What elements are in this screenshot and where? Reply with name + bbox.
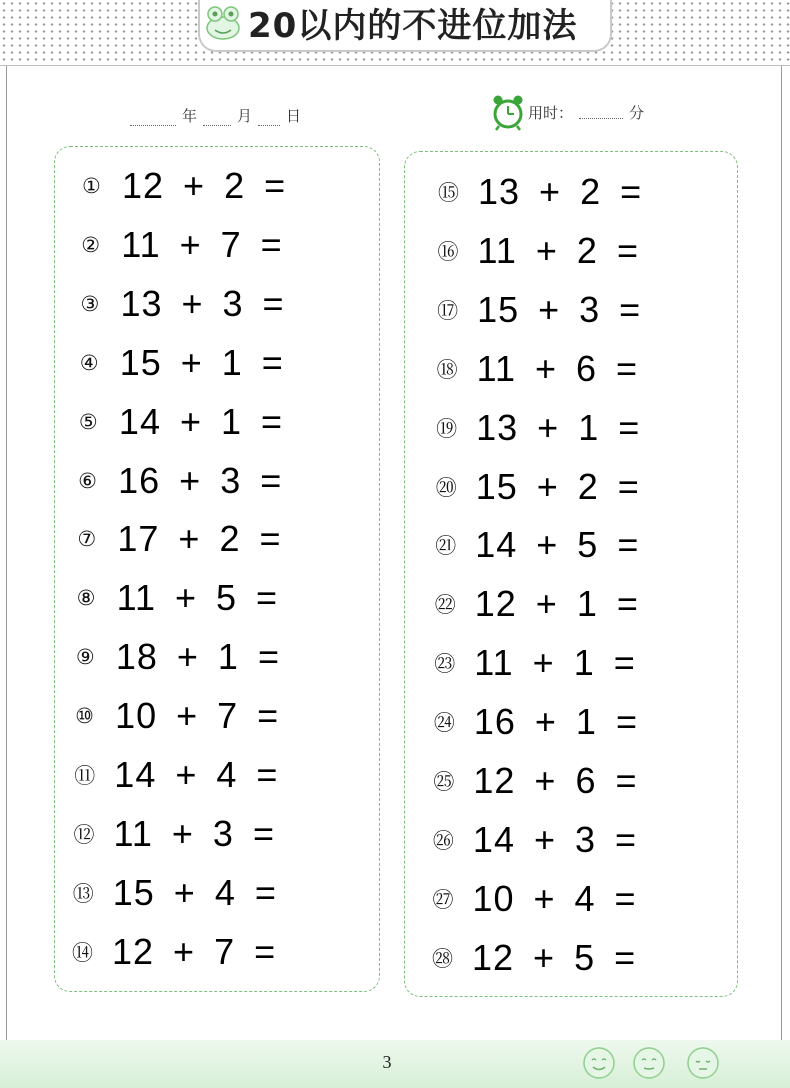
problem-row — [434, 641, 635, 685]
problem-row — [435, 523, 639, 567]
problem-expression: 13 + 3 = — [120, 282, 285, 324]
problem-expression: 18 + 1 = — [115, 636, 280, 678]
problem-number: ⑧ — [76, 586, 96, 611]
problem-expression: 15 + 4 = — [112, 871, 277, 913]
problem-number: ⑫ — [73, 822, 95, 847]
problem-expression: 12 + 6 = — [473, 760, 638, 801]
problem-number: ㉘ — [432, 946, 453, 971]
page-number: 3 — [382, 1052, 392, 1072]
problem-number: ㉕ — [433, 770, 455, 794]
problem-number: ⑱ — [436, 357, 458, 382]
problem-row — [434, 700, 638, 744]
problem-expression: 13 + 2 = — [478, 171, 643, 212]
problem-row — [73, 871, 277, 915]
problem-number: ⑪ — [74, 764, 96, 788]
frame-line-right — [781, 66, 782, 1046]
day-blank[interactable] — [258, 110, 280, 126]
problem-expression: 11 + 2 = — [477, 229, 639, 271]
problem-number: ⑨ — [75, 645, 95, 670]
time-unit: 分 — [629, 104, 645, 122]
problem-number: ③ — [80, 291, 100, 316]
problem-expression: 12 + 2 = — [122, 165, 287, 206]
alarm-clock-icon — [490, 93, 526, 131]
problem-row — [80, 341, 284, 385]
problem-number: ⑤ — [78, 409, 98, 434]
problem-expression: 16 + 1 = — [473, 701, 638, 743]
problem-expression: 10 + 7 = — [115, 695, 280, 737]
problem-row — [436, 406, 640, 450]
problem-row — [75, 694, 279, 738]
month-label: 月 — [237, 108, 253, 125]
time-label: 用时： — [528, 104, 574, 122]
problem-expression: 11 + 7 = — [121, 223, 283, 265]
problem-number: ㉗ — [432, 887, 454, 912]
problem-row — [72, 930, 276, 974]
problem-number: ⑬ — [72, 881, 94, 906]
problem-number: ㉖ — [432, 828, 454, 853]
time-blank[interactable] — [579, 105, 623, 119]
year-blank[interactable] — [130, 110, 176, 126]
problem-expression: 17 + 2 = — [117, 518, 282, 560]
problem-expression: 15 + 1 = — [119, 341, 284, 383]
problem-row — [437, 347, 638, 391]
time-field — [490, 92, 644, 132]
problem-row — [81, 223, 282, 267]
problem-row — [438, 170, 642, 214]
month-blank[interactable] — [203, 110, 231, 126]
problem-number: ⑥ — [78, 468, 97, 493]
problem-expression: 15 + 2 = — [475, 465, 640, 507]
problem-row — [433, 759, 637, 803]
frog-mascot-icon — [200, 2, 246, 42]
problem-number: ⑯ — [437, 239, 459, 264]
problem-row — [433, 818, 637, 862]
smiley-face-icon — [582, 1046, 616, 1080]
problem-expression: 11 + 3 = — [113, 812, 275, 854]
problem-row — [78, 459, 282, 503]
problem-row — [438, 229, 639, 273]
problem-row — [79, 400, 283, 444]
problem-row — [77, 517, 281, 561]
problem-row — [435, 582, 639, 626]
problem-expression: 12 + 5 = — [472, 936, 637, 978]
problem-number: ④ — [79, 350, 99, 375]
problem-expression: 16 + 3 = — [118, 459, 283, 501]
problem-expression: 11 + 6 = — [476, 347, 639, 389]
problem-expression: 11 + 5 = — [116, 577, 279, 619]
smiley-face-icon — [632, 1046, 666, 1080]
problem-expression: 12 + 1 = — [474, 583, 639, 625]
frame-line-left — [6, 66, 7, 1046]
problem-number: ⑭ — [72, 940, 93, 965]
problem-expression: 14 + 5 = — [475, 524, 640, 566]
problem-number: ⑲ — [436, 416, 458, 441]
problem-row — [437, 288, 641, 332]
problem-expression: 14 + 4 = — [114, 754, 279, 795]
smiley-face-icon — [686, 1046, 720, 1080]
problem-number: ⑩ — [75, 704, 94, 729]
year-label: 年 — [182, 108, 198, 125]
problem-row — [74, 753, 278, 797]
problem-row — [82, 164, 286, 208]
problem-number: ㉔ — [433, 711, 455, 736]
page-title: 20以内的不进位加法 — [248, 6, 578, 46]
problem-row — [432, 877, 636, 921]
date-field — [124, 100, 301, 126]
problem-panel-left — [54, 146, 380, 992]
problem-row — [436, 465, 640, 509]
day-label: 日 — [286, 108, 302, 125]
problem-expression: 14 + 1 = — [118, 400, 284, 442]
problem-number: ⑮ — [438, 181, 459, 205]
problem-expression: 10 + 4 = — [472, 877, 637, 919]
problem-expression: 14 + 3 = — [472, 818, 638, 860]
problem-number: ② — [81, 232, 101, 257]
problem-row — [80, 282, 284, 326]
problem-number: ㉓ — [434, 652, 456, 677]
problem-number: ⑳ — [435, 475, 457, 500]
problem-number: ㉑ — [435, 534, 457, 559]
problem-number: ⑰ — [437, 298, 459, 323]
problem-row — [432, 936, 636, 980]
problem-expression: 15 + 3 = — [477, 288, 642, 330]
problem-number: ㉒ — [434, 593, 456, 618]
problem-row — [74, 812, 275, 856]
problem-expression: 12 + 7 = — [112, 930, 277, 972]
problem-row — [77, 576, 278, 620]
problem-expression: 13 + 1 = — [476, 406, 641, 448]
problem-number: ⑦ — [77, 527, 97, 552]
problem-number: ① — [82, 174, 101, 198]
problem-expression: 11 + 1 = — [474, 642, 636, 684]
problem-panel-right — [404, 151, 738, 997]
problem-row — [76, 635, 280, 679]
